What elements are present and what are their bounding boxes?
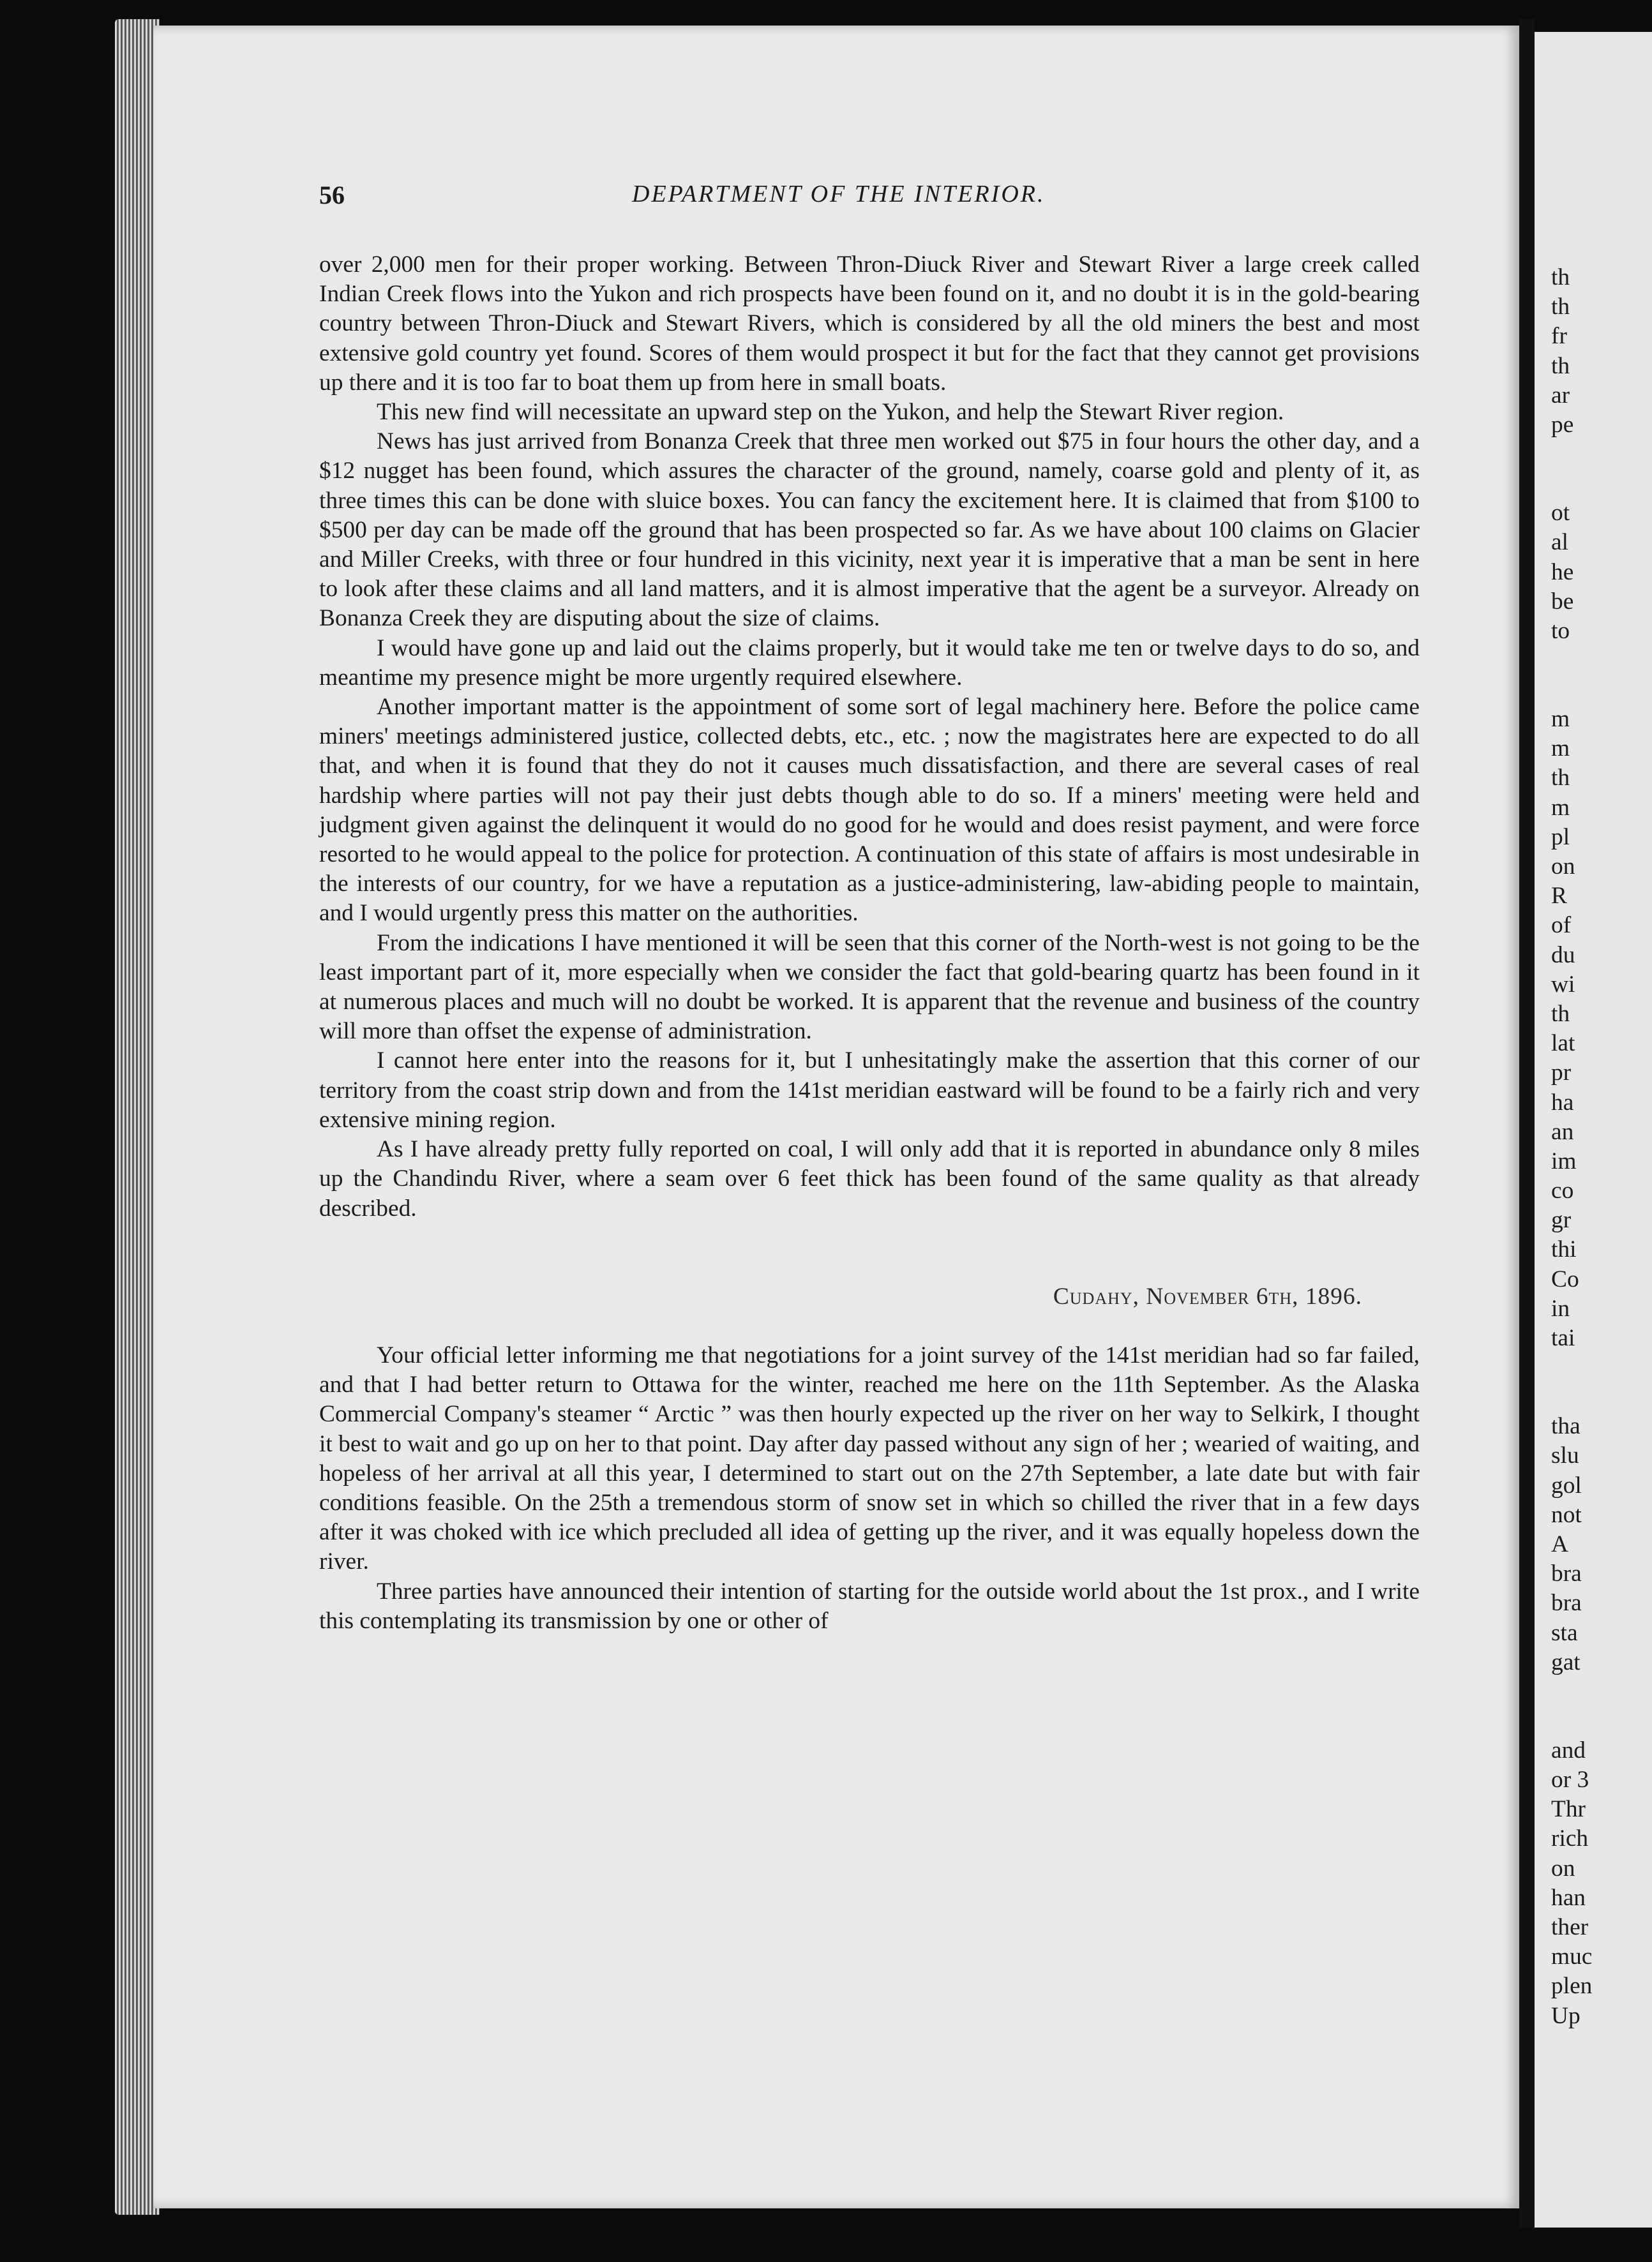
fragment-line: pe xyxy=(1551,411,1574,438)
fragment-line: Thr xyxy=(1551,1796,1586,1823)
fragment-line: m xyxy=(1551,706,1570,733)
page-number: 56 xyxy=(319,181,345,209)
paragraph: over 2,000 men for their proper working. Between Thron-Diuck River and Stewart River a large creek called Indian Creek flows into the Yukon and rich prospects have been found on it, and no doubt it is in the gold-bearing country between Thron-Diuck and Stewart Rivers, which is considered by all the old miners the best and most extensive gold country yet found. Scores of them would prospect it but for the fact that they cannot get provisions up there and it is too far to boat them up from here in small boats. xyxy=(319,251,1420,396)
fragment-line: bra xyxy=(1551,1590,1582,1617)
fragment-line: gr xyxy=(1551,1207,1572,1234)
fragment-line: bra xyxy=(1551,1561,1582,1587)
fragment-line: in xyxy=(1551,1295,1570,1322)
fragment-line: gat xyxy=(1551,1649,1581,1675)
fragment-line: th xyxy=(1551,352,1570,379)
paragraph: I cannot here enter into the reasons for it, but I unhesitatingly make the assertion that this corner of our territory from the coast strip down and from the 141st meridian eastward will be found to be a fairly rich and very extensive mining region. xyxy=(319,1047,1420,1133)
fragment-line: sta xyxy=(1551,1619,1578,1646)
fragment-line: rich xyxy=(1551,1825,1589,1852)
fragment-line: A xyxy=(1551,1531,1569,1557)
facing-page-fragments xyxy=(1551,263,1652,2031)
paragraph: This new find will necessitate an upward step on the Yukon, and help the Stewart River region. xyxy=(377,399,1284,426)
paragraph: News has just arrived from Bonanza Creek that three men worked out $75 in four hours the other day, and a $12 nugget has been found, which assures the character of the ground, namely, coarse gold and plenty of it, as three times this can be done with sluice boxes. You can fancy the excitement here. It is claimed that from $100 to $500 per day can be made off the ground that has been prospected so far. As we have about 100 claims on Glacier and Miller Creeks, with three or four hundred in this vicinity, next year it is imperative that a man be sent in here to look after these claims and all land matters, and it is almost imperative that the agent be a surveyor. Already on Bonanza Creek they are disputing about the size of claims. xyxy=(319,428,1420,632)
fragment-line: m xyxy=(1551,735,1570,762)
fragment-line: pr xyxy=(1551,1060,1572,1086)
running-head-title: DEPARTMENT OF THE INTERIOR. xyxy=(632,181,1046,207)
fragment-line: ther xyxy=(1551,1914,1589,1940)
fragment-line: du xyxy=(1551,941,1575,968)
fragment-line: ha xyxy=(1551,1089,1574,1116)
paragraph: As I have already pretty fully reported on coal, I will only add that it is reported in abundance only 8 miles up the Chandindu River, where a seam over 6 feet thick has been found of the same quality as that already described. xyxy=(319,1136,1420,1222)
book-gutter xyxy=(1519,19,1535,2228)
fragment-line: on xyxy=(1551,853,1575,880)
spacer xyxy=(1551,646,1652,705)
fragment-line: fr xyxy=(1551,323,1567,350)
fragment-line: pl xyxy=(1551,823,1570,850)
facing-page xyxy=(1535,32,1652,2228)
fragment-line: be xyxy=(1551,588,1574,615)
paragraph: Three parties have announced their intention of starting for the outside world about the 1st prox., and I write this contemplating its transmission by one or other of xyxy=(319,1578,1420,1634)
fragment-line: muc xyxy=(1551,1944,1593,1970)
paragraph: Another important matter is the appointment of some sort of legal machinery here. Before the police came miners' meetings administered justice, collected debts, etc., etc. ; now the magistrates here are expected to do all that, and when it is found that they do not it causes much dissatisfaction, and there are several cases of real hardship where parties will not pay their just debts though able to do so. If a miners' meeting were held and judgment given against the delinquent it would do no good for he would and does resist payment, and were force resorted to he would appeal to the police for protection. A continuation of this state of affairs is most undesirable in the interests of our country, for we have a reputation as a justice-administering, law-abiding people to maintain, and I would urgently press this matter on the authorities. xyxy=(319,694,1420,927)
fragment-line: R xyxy=(1551,883,1567,910)
letter-dateline: Cudahy, November 6th, 1896. xyxy=(1053,1283,1362,1310)
fragment-line: or 3 xyxy=(1551,1767,1589,1794)
fragment-line: th xyxy=(1551,294,1570,320)
fragment-line: not xyxy=(1551,1501,1582,1528)
fragment-line: han xyxy=(1551,1884,1586,1911)
fragment-line: im xyxy=(1551,1148,1577,1174)
fragment-line: thi xyxy=(1551,1236,1577,1263)
fragment-line: lat xyxy=(1551,1030,1575,1057)
fragment-line: co xyxy=(1551,1178,1574,1204)
fragment-line: th xyxy=(1551,765,1570,791)
running-head xyxy=(319,180,1423,218)
spacer xyxy=(1551,440,1652,498)
fragment-line: he xyxy=(1551,558,1574,585)
fragment-line: an xyxy=(1551,1118,1574,1145)
fragment-line: th xyxy=(1551,1000,1570,1027)
paragraph: From the indications I have mentioned it will be seen that this corner of the North-west is not going to be the least important part of it, more especially when we consider the fact that gold-bearing quartz has been found in it at numerous places and much will no doubt be worked. It is apparent that the revenue and business of the country will more than offset the expense of administration. xyxy=(319,929,1420,1045)
paragraph: I would have gone up and laid out the claims properly, but it would take me ten or twelve days to do so, and meantime my presence might be more urgently required elsewhere. xyxy=(319,634,1420,691)
paragraph: Your official letter informing me that negotiations for a joint survey of the 141st meridian had so far failed, and that I had better return to Ottawa for the winter, reached me here on the 11th September. As the Alaska Commercial Company's steamer “ Arctic ” was then hourly expected up the river on her way to Selkirk, I thought it best to wait and go up on her to that point. Day after day passed without any sign of her ; wearied of waiting, and hopeless of her arrival at all this year, I determined to start out on the 27th September, a late date but with fair conditions feasible. On the 25th a tremendous storm of snow set in which so chilled the river that in a few days after it was choked with ice which precluded all idea of getting up the river, and it was equally hopeless down the river. xyxy=(319,1342,1420,1575)
fragment-line: tai xyxy=(1551,1325,1575,1351)
fragment-line: al xyxy=(1551,529,1568,556)
fragment-line: tha xyxy=(1551,1413,1581,1440)
fragment-line: ot xyxy=(1551,500,1570,527)
fragment-line: slu xyxy=(1551,1442,1579,1469)
spacer xyxy=(1551,1677,1652,1736)
fragment-line: and xyxy=(1551,1737,1586,1764)
fragment-line: Co xyxy=(1551,1266,1579,1292)
fragment-line: of xyxy=(1551,912,1572,939)
fragment-line: plen xyxy=(1551,1973,1593,2000)
fragment-line: gol xyxy=(1551,1472,1582,1499)
fragment-line: wi xyxy=(1551,971,1575,998)
fragment-line: m xyxy=(1551,794,1570,821)
fragment-line: th xyxy=(1551,264,1570,290)
fragment-line: on xyxy=(1551,1855,1575,1882)
fragment-line: ar xyxy=(1551,382,1570,408)
fragment-line: to xyxy=(1551,617,1570,644)
body-text xyxy=(319,250,1420,1636)
spacer xyxy=(1551,1353,1652,1412)
fragment-line: Up xyxy=(1551,2002,1581,2029)
